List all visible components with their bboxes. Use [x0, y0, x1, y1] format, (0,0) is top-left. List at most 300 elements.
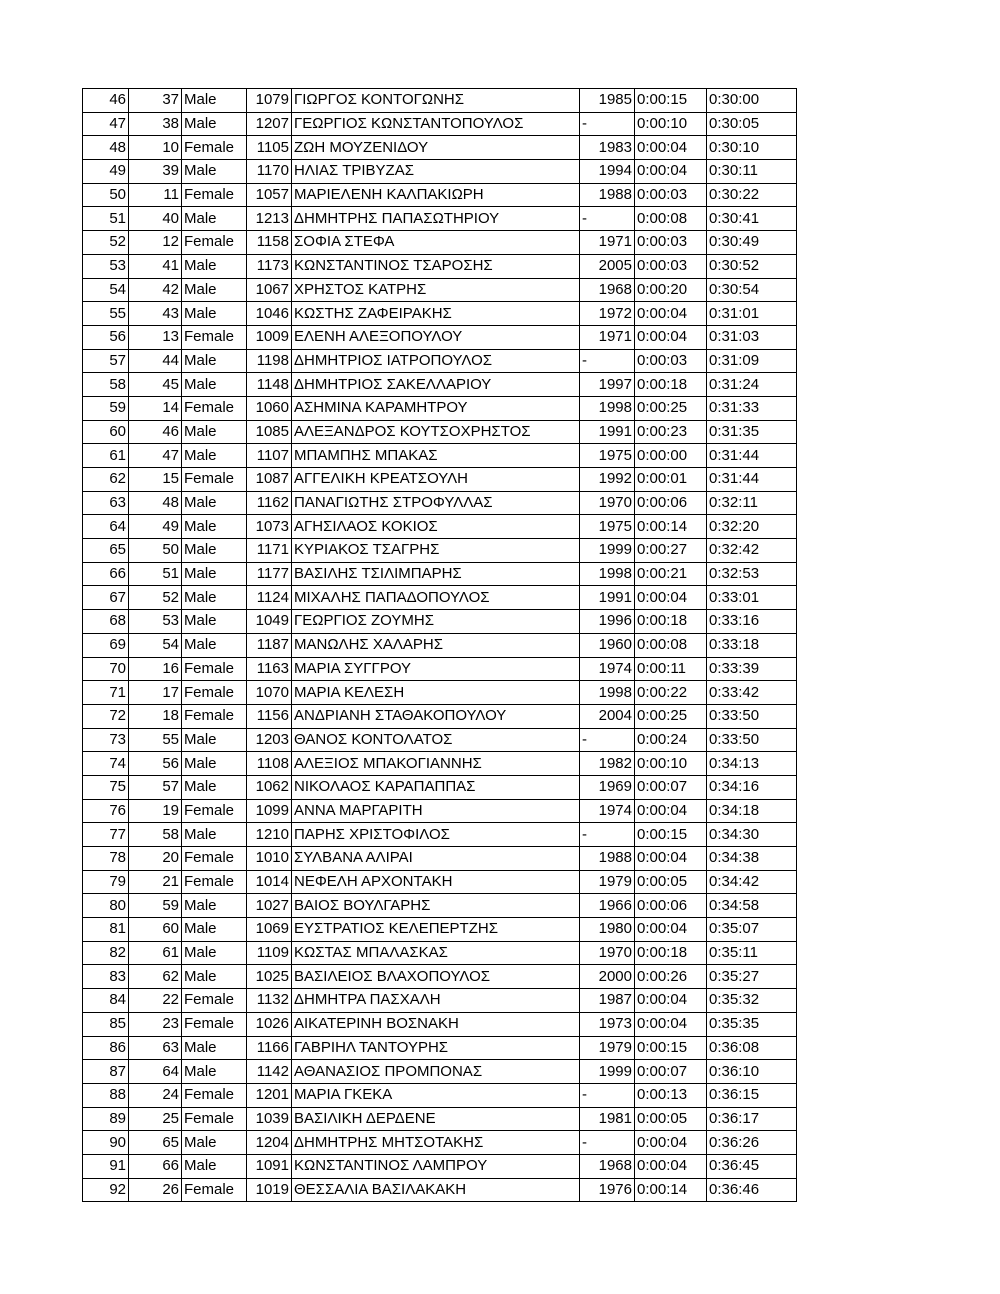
- athlete-name-cell: ΔΗΜΗΤΡΙΟΣ ΣΑΚΕΛΛΑΡΙΟΥ: [292, 373, 580, 397]
- category-rank-cell: 47: [129, 444, 182, 468]
- birth-year-cell: 1973: [580, 1012, 635, 1036]
- birth-year-cell: 1998: [580, 562, 635, 586]
- category-rank-cell: 19: [129, 799, 182, 823]
- finish-time-cell: 0:35:11: [707, 941, 797, 965]
- finish-time-cell: 0:33:01: [707, 586, 797, 610]
- table-row: [83, 1107, 797, 1131]
- table-row: [83, 207, 797, 231]
- gender-cell: Female: [182, 799, 247, 823]
- category-rank-cell: 48: [129, 491, 182, 515]
- birth-year-cell: 1987: [580, 989, 635, 1013]
- athlete-name-cell: ΑΓΗΣΙΛΑΟΣ ΚΟΚΙΟΣ: [292, 515, 580, 539]
- overall-rank-cell: 74: [83, 752, 129, 776]
- table-row: [83, 396, 797, 420]
- overall-rank-cell: 60: [83, 420, 129, 444]
- gun-delay-cell: 0:00:18: [635, 941, 707, 965]
- table-row: [83, 278, 797, 302]
- overall-rank-cell: 65: [83, 539, 129, 563]
- finish-time-cell: 0:36:10: [707, 1060, 797, 1084]
- gender-cell: Male: [182, 207, 247, 231]
- finish-time-cell: 0:33:50: [707, 704, 797, 728]
- overall-rank-cell: 71: [83, 681, 129, 705]
- bib-number-cell: 1132: [247, 989, 292, 1013]
- finish-time-cell: 0:30:11: [707, 160, 797, 184]
- gender-cell: Male: [182, 1036, 247, 1060]
- gun-delay-cell: 0:00:03: [635, 349, 707, 373]
- category-rank-cell: 20: [129, 847, 182, 871]
- birth-year-cell: 1974: [580, 657, 635, 681]
- gun-delay-cell: 0:00:01: [635, 468, 707, 492]
- overall-rank-cell: 73: [83, 728, 129, 752]
- bib-number-cell: 1213: [247, 207, 292, 231]
- athlete-name-cell: ΓΑΒΡΙΗΛ ΤΑΝΤΟΥΡΗΣ: [292, 1036, 580, 1060]
- birth-year-cell: 1972: [580, 302, 635, 326]
- birth-year-cell: 1999: [580, 1060, 635, 1084]
- table-row: [83, 681, 797, 705]
- table-row: [83, 586, 797, 610]
- birth-year-cell: -: [580, 1083, 635, 1107]
- gender-cell: Female: [182, 183, 247, 207]
- gun-delay-cell: 0:00:06: [635, 894, 707, 918]
- category-rank-cell: 54: [129, 633, 182, 657]
- gender-cell: Male: [182, 1060, 247, 1084]
- gender-cell: Male: [182, 918, 247, 942]
- gender-cell: Female: [182, 989, 247, 1013]
- table-row: [83, 1012, 797, 1036]
- finish-time-cell: 0:34:16: [707, 775, 797, 799]
- table-row: [83, 728, 797, 752]
- category-rank-cell: 10: [129, 136, 182, 160]
- gender-cell: Male: [182, 586, 247, 610]
- athlete-name-cell: ΑΓΓΕΛΙΚΗ ΚΡΕΑΤΣΟΥΛΗ: [292, 468, 580, 492]
- athlete-name-cell: ΚΩΝΣΤΑΝΤΙΝΟΣ ΤΣΑΡΟΣΗΣ: [292, 254, 580, 278]
- category-rank-cell: 42: [129, 278, 182, 302]
- table-row: [83, 941, 797, 965]
- athlete-name-cell: ΜΠΑΜΠΗΣ ΜΠΑΚΑΣ: [292, 444, 580, 468]
- table-row: [83, 468, 797, 492]
- bib-number-cell: 1009: [247, 325, 292, 349]
- gun-delay-cell: 0:00:07: [635, 775, 707, 799]
- finish-time-cell: 0:34:30: [707, 823, 797, 847]
- gun-delay-cell: 0:00:04: [635, 1012, 707, 1036]
- category-rank-cell: 55: [129, 728, 182, 752]
- finish-time-cell: 0:36:45: [707, 1154, 797, 1178]
- overall-rank-cell: 79: [83, 870, 129, 894]
- finish-time-cell: 0:35:27: [707, 965, 797, 989]
- table-row: [83, 539, 797, 563]
- birth-year-cell: 1980: [580, 918, 635, 942]
- athlete-name-cell: ΗΛΙΑΣ ΤΡΙΒΥΖΑΣ: [292, 160, 580, 184]
- table-row: [83, 1036, 797, 1060]
- overall-rank-cell: 85: [83, 1012, 129, 1036]
- gender-cell: Male: [182, 491, 247, 515]
- bib-number-cell: 1163: [247, 657, 292, 681]
- athlete-name-cell: ΘΑΝΟΣ ΚΟΝΤΟΛΑΤΟΣ: [292, 728, 580, 752]
- overall-rank-cell: 80: [83, 894, 129, 918]
- finish-time-cell: 0:30:41: [707, 207, 797, 231]
- category-rank-cell: 57: [129, 775, 182, 799]
- table-row: [83, 302, 797, 326]
- category-rank-cell: 12: [129, 231, 182, 255]
- category-rank-cell: 38: [129, 112, 182, 136]
- bib-number-cell: 1173: [247, 254, 292, 278]
- category-rank-cell: 17: [129, 681, 182, 705]
- finish-time-cell: 0:33:18: [707, 633, 797, 657]
- overall-rank-cell: 88: [83, 1083, 129, 1107]
- gender-cell: Female: [182, 870, 247, 894]
- overall-rank-cell: 78: [83, 847, 129, 871]
- athlete-name-cell: ΚΥΡΙΑΚΟΣ ΤΣΑΓΡΗΣ: [292, 539, 580, 563]
- gun-delay-cell: 0:00:25: [635, 396, 707, 420]
- overall-rank-cell: 69: [83, 633, 129, 657]
- finish-time-cell: 0:35:32: [707, 989, 797, 1013]
- gender-cell: Male: [182, 278, 247, 302]
- gender-cell: Male: [182, 1131, 247, 1155]
- table-row: [83, 847, 797, 871]
- gun-delay-cell: 0:00:13: [635, 1083, 707, 1107]
- overall-rank-cell: 87: [83, 1060, 129, 1084]
- table-row: [83, 657, 797, 681]
- finish-time-cell: 0:31:44: [707, 468, 797, 492]
- gender-cell: Male: [182, 160, 247, 184]
- bib-number-cell: 1187: [247, 633, 292, 657]
- bib-number-cell: 1079: [247, 89, 292, 113]
- bib-number-cell: 1105: [247, 136, 292, 160]
- bib-number-cell: 1210: [247, 823, 292, 847]
- table-row: [83, 823, 797, 847]
- bib-number-cell: 1201: [247, 1083, 292, 1107]
- gender-cell: Female: [182, 231, 247, 255]
- category-rank-cell: 25: [129, 1107, 182, 1131]
- category-rank-cell: 58: [129, 823, 182, 847]
- overall-rank-cell: 68: [83, 610, 129, 634]
- finish-time-cell: 0:32:20: [707, 515, 797, 539]
- finish-time-cell: 0:30:00: [707, 89, 797, 113]
- gender-cell: Male: [182, 965, 247, 989]
- overall-rank-cell: 51: [83, 207, 129, 231]
- category-rank-cell: 51: [129, 562, 182, 586]
- gender-cell: Male: [182, 823, 247, 847]
- birth-year-cell: 1971: [580, 325, 635, 349]
- bib-number-cell: 1198: [247, 349, 292, 373]
- category-rank-cell: 16: [129, 657, 182, 681]
- gun-delay-cell: 0:00:07: [635, 1060, 707, 1084]
- athlete-name-cell: ΓΙΩΡΓΟΣ ΚΟΝΤΟΓΩΝΗΣ: [292, 89, 580, 113]
- bib-number-cell: 1108: [247, 752, 292, 776]
- overall-rank-cell: 59: [83, 396, 129, 420]
- gun-delay-cell: 0:00:04: [635, 302, 707, 326]
- table-row: [83, 965, 797, 989]
- table-row: [83, 491, 797, 515]
- birth-year-cell: -: [580, 207, 635, 231]
- gun-delay-cell: 0:00:18: [635, 610, 707, 634]
- athlete-name-cell: ΑΣΗΜΙΝΑ ΚΑΡΑΜΗΤΡΟΥ: [292, 396, 580, 420]
- overall-rank-cell: 81: [83, 918, 129, 942]
- overall-rank-cell: 48: [83, 136, 129, 160]
- overall-rank-cell: 89: [83, 1107, 129, 1131]
- finish-time-cell: 0:36:17: [707, 1107, 797, 1131]
- finish-time-cell: 0:31:44: [707, 444, 797, 468]
- birth-year-cell: 2005: [580, 254, 635, 278]
- overall-rank-cell: 70: [83, 657, 129, 681]
- athlete-name-cell: ΔΗΜΗΤΡΗΣ ΜΗΤΣΟΤΑΚΗΣ: [292, 1131, 580, 1155]
- athlete-name-cell: ΜΙΧΑΛΗΣ ΠΑΠΑΔΟΠΟΥΛΟΣ: [292, 586, 580, 610]
- athlete-name-cell: ΑΘΑΝΑΣΙΟΣ ΠΡΟΜΠΟΝΑΣ: [292, 1060, 580, 1084]
- birth-year-cell: 1988: [580, 183, 635, 207]
- bib-number-cell: 1166: [247, 1036, 292, 1060]
- overall-rank-cell: 67: [83, 586, 129, 610]
- athlete-name-cell: ΜΑΡΙΑ ΚΕΛΕΣΗ: [292, 681, 580, 705]
- category-rank-cell: 24: [129, 1083, 182, 1107]
- gender-cell: Male: [182, 420, 247, 444]
- table-row: [83, 610, 797, 634]
- results-table: [82, 88, 797, 1202]
- athlete-name-cell: ΜΑΡΙΑ ΓΚΕΚΑ: [292, 1083, 580, 1107]
- bib-number-cell: 1162: [247, 491, 292, 515]
- gun-delay-cell: 0:00:15: [635, 1036, 707, 1060]
- overall-rank-cell: 57: [83, 349, 129, 373]
- athlete-name-cell: ΝΕΦΕΛΗ ΑΡΧΟΝΤΑΚΗ: [292, 870, 580, 894]
- overall-rank-cell: 84: [83, 989, 129, 1013]
- overall-rank-cell: 66: [83, 562, 129, 586]
- table-row: [83, 515, 797, 539]
- bib-number-cell: 1025: [247, 965, 292, 989]
- overall-rank-cell: 64: [83, 515, 129, 539]
- category-rank-cell: 64: [129, 1060, 182, 1084]
- category-rank-cell: 59: [129, 894, 182, 918]
- table-row: [83, 112, 797, 136]
- athlete-name-cell: ΠΑΝΑΓΙΩΤΗΣ ΣΤΡΟΦΥΛΛΑΣ: [292, 491, 580, 515]
- overall-rank-cell: 53: [83, 254, 129, 278]
- birth-year-cell: 1975: [580, 444, 635, 468]
- category-rank-cell: 21: [129, 870, 182, 894]
- gun-delay-cell: 0:00:04: [635, 325, 707, 349]
- finish-time-cell: 0:30:49: [707, 231, 797, 255]
- birth-year-cell: 2000: [580, 965, 635, 989]
- table-row: [83, 989, 797, 1013]
- athlete-name-cell: ΜΑΝΩΛΗΣ ΧΑΛΑΡΗΣ: [292, 633, 580, 657]
- bib-number-cell: 1109: [247, 941, 292, 965]
- birth-year-cell: 1971: [580, 231, 635, 255]
- gun-delay-cell: 0:00:04: [635, 1154, 707, 1178]
- table-row: [83, 183, 797, 207]
- gender-cell: Male: [182, 728, 247, 752]
- athlete-name-cell: ΑΛΕΞΙΟΣ ΜΠΑΚΟΓΙΑΝΝΗΣ: [292, 752, 580, 776]
- finish-time-cell: 0:30:10: [707, 136, 797, 160]
- bib-number-cell: 1039: [247, 1107, 292, 1131]
- athlete-name-cell: ΧΡΗΣΤΟΣ ΚΑΤΡΗΣ: [292, 278, 580, 302]
- birth-year-cell: 1979: [580, 1036, 635, 1060]
- finish-time-cell: 0:35:07: [707, 918, 797, 942]
- finish-time-cell: 0:31:01: [707, 302, 797, 326]
- birth-year-cell: 1985: [580, 89, 635, 113]
- birth-year-cell: 1994: [580, 160, 635, 184]
- gender-cell: Female: [182, 1178, 247, 1202]
- finish-time-cell: 0:31:35: [707, 420, 797, 444]
- bib-number-cell: 1207: [247, 112, 292, 136]
- overall-rank-cell: 82: [83, 941, 129, 965]
- birth-year-cell: 1976: [580, 1178, 635, 1202]
- category-rank-cell: 63: [129, 1036, 182, 1060]
- category-rank-cell: 37: [129, 89, 182, 113]
- gun-delay-cell: 0:00:20: [635, 278, 707, 302]
- gun-delay-cell: 0:00:26: [635, 965, 707, 989]
- finish-time-cell: 0:31:03: [707, 325, 797, 349]
- athlete-name-cell: ΜΑΡΙΕΛΕΝΗ ΚΑΛΠΑΚΙΩΡΗ: [292, 183, 580, 207]
- category-rank-cell: 39: [129, 160, 182, 184]
- bib-number-cell: 1069: [247, 918, 292, 942]
- overall-rank-cell: 46: [83, 89, 129, 113]
- table-row: [83, 1083, 797, 1107]
- birth-year-cell: 1983: [580, 136, 635, 160]
- overall-rank-cell: 55: [83, 302, 129, 326]
- bib-number-cell: 1046: [247, 302, 292, 326]
- table-row: [83, 799, 797, 823]
- bib-number-cell: 1073: [247, 515, 292, 539]
- overall-rank-cell: 86: [83, 1036, 129, 1060]
- overall-rank-cell: 58: [83, 373, 129, 397]
- finish-time-cell: 0:32:42: [707, 539, 797, 563]
- birth-year-cell: 1998: [580, 681, 635, 705]
- finish-time-cell: 0:31:33: [707, 396, 797, 420]
- finish-time-cell: 0:30:22: [707, 183, 797, 207]
- birth-year-cell: 1974: [580, 799, 635, 823]
- gender-cell: Male: [182, 302, 247, 326]
- athlete-name-cell: ΘΕΣΣΑΛΙΑ ΒΑΣΙΛΑΚΑΚΗ: [292, 1178, 580, 1202]
- birth-year-cell: -: [580, 349, 635, 373]
- overall-rank-cell: 54: [83, 278, 129, 302]
- athlete-name-cell: ΒΑΣΙΛΕΙΟΣ ΒΛΑΧΟΠΟΥΛΟΣ: [292, 965, 580, 989]
- finish-time-cell: 0:36:26: [707, 1131, 797, 1155]
- birth-year-cell: 1970: [580, 941, 635, 965]
- bib-number-cell: 1204: [247, 1131, 292, 1155]
- athlete-name-cell: ΔΗΜΗΤΡΑ ΠΑΣΧΑΛΗ: [292, 989, 580, 1013]
- athlete-name-cell: ΔΗΜΗΤΡΙΟΣ ΙΑΤΡΟΠΟΥΛΟΣ: [292, 349, 580, 373]
- overall-rank-cell: 91: [83, 1154, 129, 1178]
- finish-time-cell: 0:33:50: [707, 728, 797, 752]
- bib-number-cell: 1142: [247, 1060, 292, 1084]
- athlete-name-cell: ΕΛΕΝΗ ΑΛΕΞΟΠΟΥΛΟΥ: [292, 325, 580, 349]
- category-rank-cell: 43: [129, 302, 182, 326]
- athlete-name-cell: ΝΙΚΟΛΑΟΣ ΚΑΡΑΠΑΠΠΑΣ: [292, 775, 580, 799]
- finish-time-cell: 0:34:13: [707, 752, 797, 776]
- gender-cell: Male: [182, 539, 247, 563]
- gender-cell: Female: [182, 136, 247, 160]
- bib-number-cell: 1014: [247, 870, 292, 894]
- table-row: [83, 1060, 797, 1084]
- category-rank-cell: 65: [129, 1131, 182, 1155]
- table-row: [83, 254, 797, 278]
- bib-number-cell: 1027: [247, 894, 292, 918]
- finish-time-cell: 0:30:54: [707, 278, 797, 302]
- birth-year-cell: 1991: [580, 586, 635, 610]
- overall-rank-cell: 92: [83, 1178, 129, 1202]
- overall-rank-cell: 62: [83, 468, 129, 492]
- gun-delay-cell: 0:00:05: [635, 870, 707, 894]
- bib-number-cell: 1062: [247, 775, 292, 799]
- finish-time-cell: 0:30:05: [707, 112, 797, 136]
- gender-cell: Female: [182, 681, 247, 705]
- category-rank-cell: 52: [129, 586, 182, 610]
- athlete-name-cell: ΒΑΣΙΛΗΣ ΤΣΙΛΙΜΠΑΡΗΣ: [292, 562, 580, 586]
- bib-number-cell: 1087: [247, 468, 292, 492]
- birth-year-cell: 1996: [580, 610, 635, 634]
- gun-delay-cell: 0:00:04: [635, 160, 707, 184]
- overall-rank-cell: 72: [83, 704, 129, 728]
- gun-delay-cell: 0:00:04: [635, 1131, 707, 1155]
- bib-number-cell: 1010: [247, 847, 292, 871]
- gun-delay-cell: 0:00:04: [635, 918, 707, 942]
- overall-rank-cell: 63: [83, 491, 129, 515]
- category-rank-cell: 11: [129, 183, 182, 207]
- finish-time-cell: 0:34:18: [707, 799, 797, 823]
- category-rank-cell: 60: [129, 918, 182, 942]
- athlete-name-cell: ΒΑΣΙΛΙΚΗ ΔΕΡΔΕΝΕ: [292, 1107, 580, 1131]
- table-row: [83, 136, 797, 160]
- category-rank-cell: 53: [129, 610, 182, 634]
- finish-time-cell: 0:34:38: [707, 847, 797, 871]
- gun-delay-cell: 0:00:14: [635, 1178, 707, 1202]
- bib-number-cell: 1091: [247, 1154, 292, 1178]
- birth-year-cell: 1999: [580, 539, 635, 563]
- bib-number-cell: 1177: [247, 562, 292, 586]
- athlete-name-cell: ΣΥΛΒΑΝΑ ΑΛΙΡΑΙ: [292, 847, 580, 871]
- finish-time-cell: 0:36:08: [707, 1036, 797, 1060]
- gun-delay-cell: 0:00:15: [635, 89, 707, 113]
- finish-time-cell: 0:34:58: [707, 894, 797, 918]
- table-row: [83, 870, 797, 894]
- birth-year-cell: 1991: [580, 420, 635, 444]
- category-rank-cell: 66: [129, 1154, 182, 1178]
- overall-rank-cell: 49: [83, 160, 129, 184]
- category-rank-cell: 18: [129, 704, 182, 728]
- gun-delay-cell: 0:00:08: [635, 207, 707, 231]
- athlete-name-cell: ΑΝΔΡΙΑΝΗ ΣΤΑΘΑΚΟΠΟΥΛΟΥ: [292, 704, 580, 728]
- bib-number-cell: 1203: [247, 728, 292, 752]
- birth-year-cell: 1979: [580, 870, 635, 894]
- bib-number-cell: 1070: [247, 681, 292, 705]
- finish-time-cell: 0:35:35: [707, 1012, 797, 1036]
- gun-delay-cell: 0:00:27: [635, 539, 707, 563]
- table-row: [83, 562, 797, 586]
- birth-year-cell: 1975: [580, 515, 635, 539]
- bib-number-cell: 1019: [247, 1178, 292, 1202]
- category-rank-cell: 22: [129, 989, 182, 1013]
- table-row: [83, 1178, 797, 1202]
- category-rank-cell: 62: [129, 965, 182, 989]
- bib-number-cell: 1171: [247, 539, 292, 563]
- birth-year-cell: 1982: [580, 752, 635, 776]
- category-rank-cell: 44: [129, 349, 182, 373]
- gender-cell: Female: [182, 657, 247, 681]
- athlete-name-cell: ΓΕΩΡΓΙΟΣ ΚΩΝΣΤΑΝΤΟΠΟΥΛΟΣ: [292, 112, 580, 136]
- finish-time-cell: 0:32:53: [707, 562, 797, 586]
- athlete-name-cell: ΖΩΗ ΜΟΥΖΕΝΙΔΟΥ: [292, 136, 580, 160]
- finish-time-cell: 0:33:42: [707, 681, 797, 705]
- gender-cell: Male: [182, 775, 247, 799]
- gender-cell: Male: [182, 941, 247, 965]
- gun-delay-cell: 0:00:05: [635, 1107, 707, 1131]
- gun-delay-cell: 0:00:23: [635, 420, 707, 444]
- table-row: [83, 633, 797, 657]
- overall-rank-cell: 61: [83, 444, 129, 468]
- category-rank-cell: 23: [129, 1012, 182, 1036]
- overall-rank-cell: 77: [83, 823, 129, 847]
- gun-delay-cell: 0:00:04: [635, 847, 707, 871]
- table-row: [83, 89, 797, 113]
- athlete-name-cell: ΜΑΡΙΑ ΣΥΓΓΡΟΥ: [292, 657, 580, 681]
- gun-delay-cell: 0:00:06: [635, 491, 707, 515]
